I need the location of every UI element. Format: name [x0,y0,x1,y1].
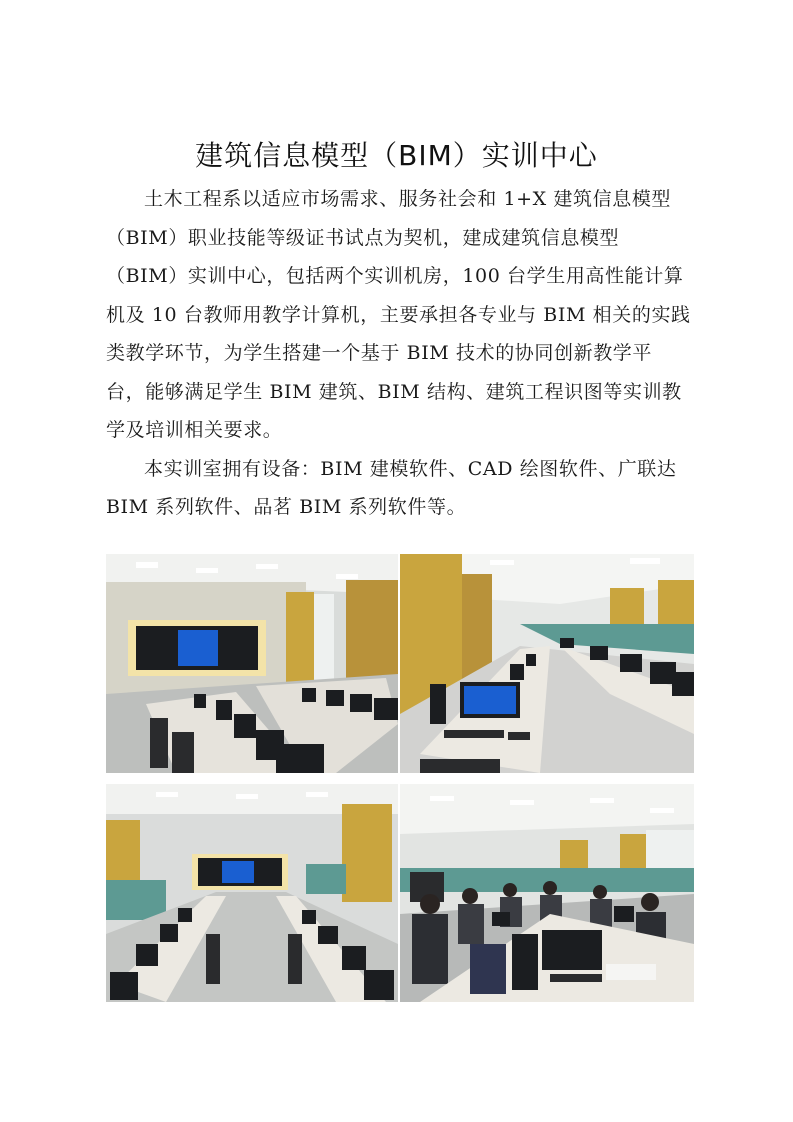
computer-lab-front-screen-photo [106,554,398,773]
computer-lab-aisle-photo [400,554,694,773]
computer-lab-rows-photo [106,784,398,1002]
page-title: 建筑信息模型（BIM）实训中心 [195,139,598,172]
body-text [106,180,691,527]
paragraph-equipment: 本实训室拥有设备：BIM 建模软件、CAD 绘图软件、广联达 BIM 系列软件、品茗 BIM 系列软件等。 [106,457,677,518]
paragraph-intro: 土木工程系以适应市场需求、服务社会和 1+X 建筑信息模型（BIM）职业技能等级证书试点为契机，建成建筑信息模型（BIM）实训中心，包括两个实训机房，100 台学生用高性能计算机及 10 台教师用教学计算机，主要承担各专业与 BIM 相关的实践类教学环节，为学生搭建一个基于 BIM 技术的协同创新教学平台，能够满足学生 BIM 建筑、BIM 结构、建筑工程识图等实训教学及培训相关要求。 [106,188,691,441]
students-in-class-photo [400,784,694,1002]
